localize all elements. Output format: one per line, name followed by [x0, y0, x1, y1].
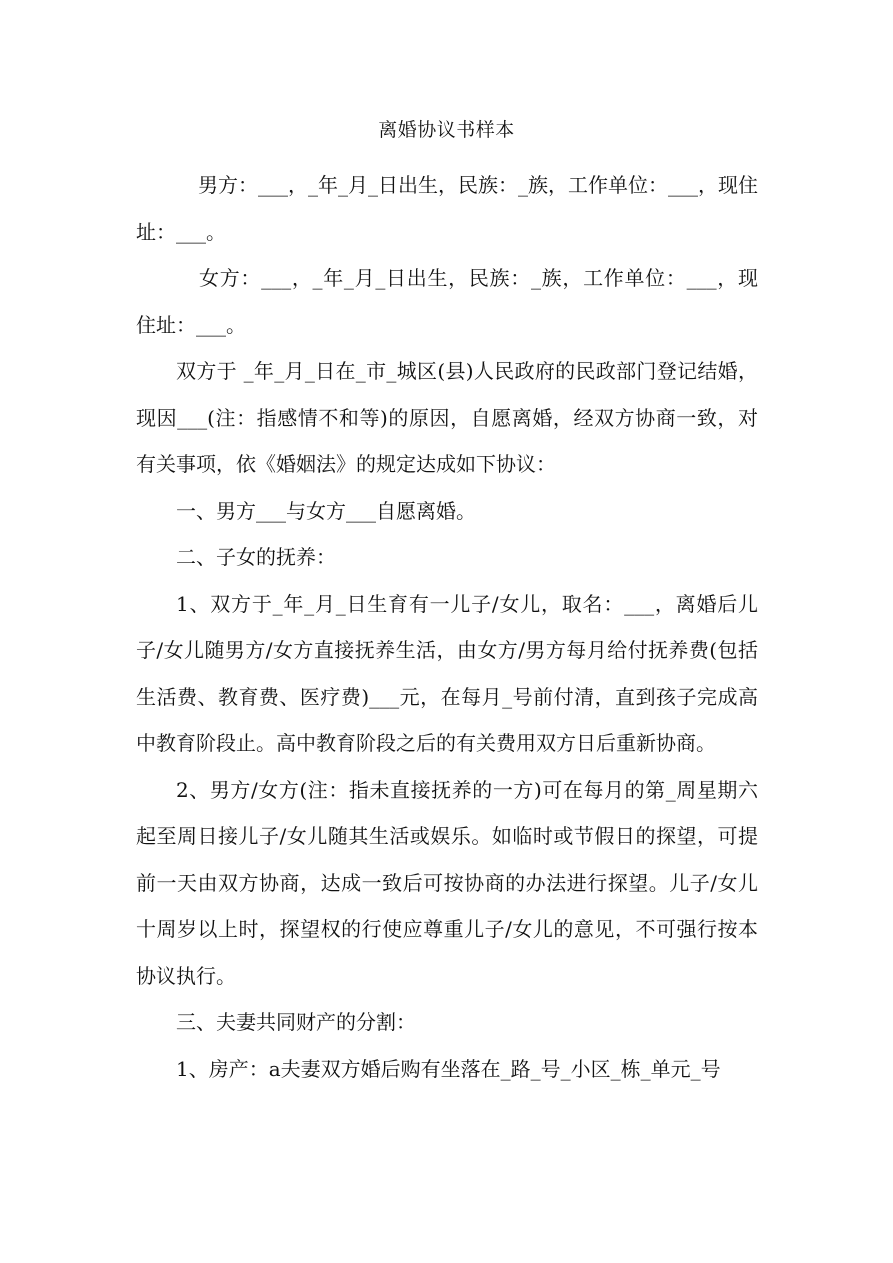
clause-3-heading: 三、夫妻共同财产的分割：	[176, 1010, 416, 1034]
clause-2-heading: 二、子女的抚养：	[176, 545, 336, 569]
marriage-registration-paragraph: 双方于 _年_月_日在_市_城区(县)人民政府的民政部门登记结婚，现因___(注：指感情不和等)的原因，自愿离婚，经双方协商一致，对有关事项，依《婚姻法》的规定达成如下协议：	[136, 359, 758, 476]
clause-1-divorce: 一、男方___与女方___自愿离婚。	[176, 498, 476, 523]
document-title: 离婚协议书样本	[378, 119, 515, 141]
clause-3-1-property: 1、房产：a夫妻双方婚后购有坐落在_路_号_小区_栋_单元_号	[176, 1056, 721, 1081]
document-body	[136, 162, 758, 1092]
female-party-paragraph: 女方：___，_年_月_日出生，民族：_族，工作单位：___，现住址：___。	[136, 266, 758, 337]
clause-2-2-visitation: 2、男方/女方(注：指未直接抚养的一方)可在每月的第_周星期六起至周日接儿子/女儿随其生活或娱乐。如临时或节假日的探望，可提前一天由双方协商，达成一致后可按协商的办法进行探望。儿子/女儿十周岁以上时，探望权的行使应尊重儿子/女儿的意见，不可强行按本协议执行。	[136, 777, 758, 988]
male-party-paragraph: 男方：___，_年_月_日出生，民族：_族，工作单位：___，现住址：___。	[136, 173, 758, 244]
clause-2-1-custody: 1、双方于_年_月_日生育有一儿子/女儿，取名：___，离婚后儿子/女儿随男方/女方直接抚养生活，由女方/男方每月给付抚养费(包括生活费、教育费、医疗费)___元，在每月_号前付清，直到孩子完成高中教育阶段止。高中教育阶段之后的有关费用双方日后重新协商。	[136, 591, 758, 755]
